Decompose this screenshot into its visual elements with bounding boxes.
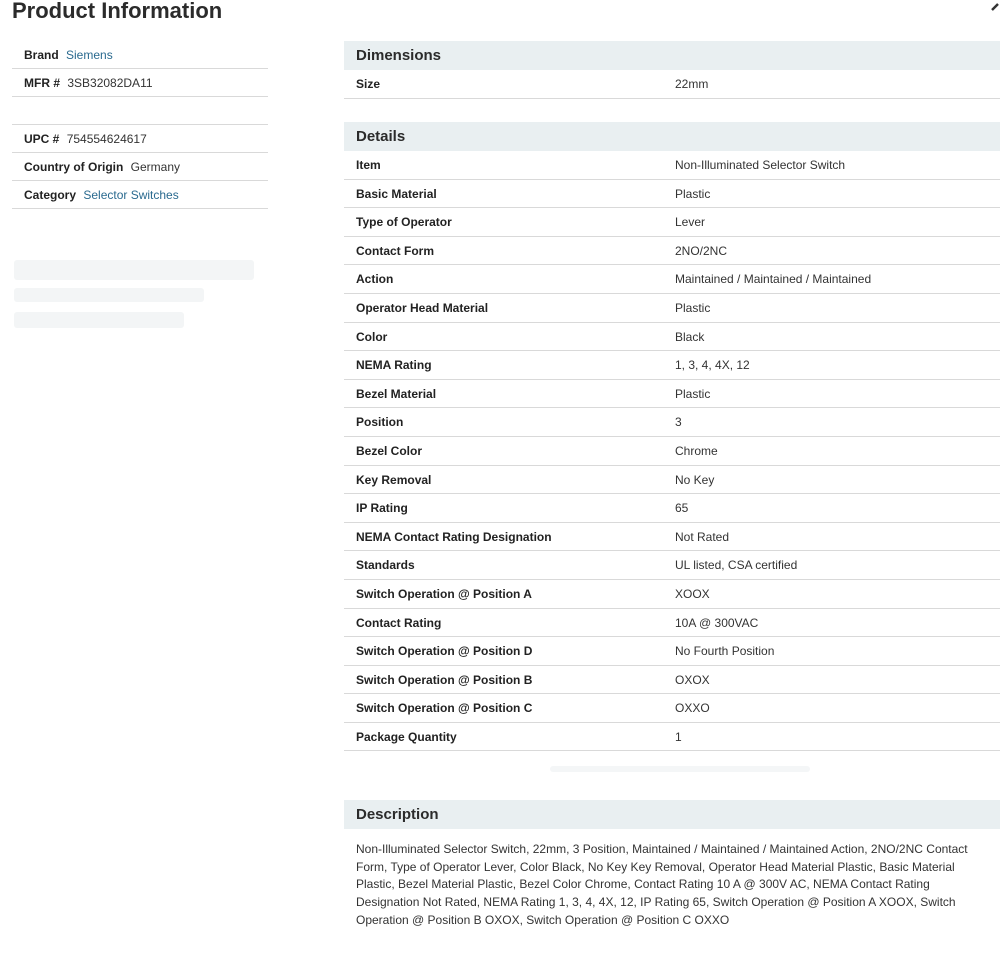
spec-value: Plastic xyxy=(675,186,711,201)
spec-value: 65 xyxy=(675,501,689,516)
spec-value: 10A @ 300VAC xyxy=(675,615,759,630)
spec-value: OXXO xyxy=(675,701,710,716)
spec-row xyxy=(344,466,1000,495)
spec-value: OXOX xyxy=(675,672,710,687)
info-value: 754554624617 xyxy=(66,132,147,146)
spec-key: Operator Head Material xyxy=(356,300,489,315)
dimensions-section xyxy=(344,41,1000,99)
spec-row xyxy=(344,208,1000,237)
spec-value: Not Rated xyxy=(675,529,730,544)
description-heading: Description xyxy=(344,800,1000,829)
info-label: Country of Origin xyxy=(24,160,124,174)
spec-key: IP Rating xyxy=(356,501,408,516)
spec-row xyxy=(344,237,1000,266)
spec-row xyxy=(344,180,1000,209)
spec-row xyxy=(344,151,1000,180)
brand-link[interactable]: Siemens xyxy=(66,48,113,62)
info-row-brand xyxy=(12,41,268,69)
spec-value: 3 xyxy=(675,415,682,430)
product-info-list xyxy=(12,41,268,209)
spec-key: Key Removal xyxy=(356,472,432,487)
spec-key: Switch Operation @ Position B xyxy=(356,672,533,687)
blurred-content xyxy=(0,240,260,350)
spec-key: Item xyxy=(356,158,381,172)
spec-value: 22mm xyxy=(675,77,709,91)
spec-value: UL listed, CSA certified xyxy=(675,558,798,573)
category-link[interactable]: Selector Switches xyxy=(83,188,179,202)
collapse-icon[interactable] xyxy=(990,2,1000,12)
spec-row xyxy=(344,437,1000,466)
spec-value: No Fourth Position xyxy=(675,644,775,659)
spec-row xyxy=(344,609,1000,638)
spec-key: Package Quantity xyxy=(356,729,457,744)
spec-value: Black xyxy=(675,329,705,344)
spec-row xyxy=(344,265,1000,294)
description-section xyxy=(344,800,1000,930)
spec-row xyxy=(344,323,1000,352)
spec-key: Standards xyxy=(356,558,415,573)
spec-row xyxy=(344,523,1000,552)
spec-key: Switch Operation @ Position C xyxy=(356,701,533,716)
spec-value: 1 xyxy=(675,729,682,744)
spec-row xyxy=(344,694,1000,723)
spec-key: Bezel Color xyxy=(356,443,423,458)
spec-value: Chrome xyxy=(675,443,718,458)
info-row-empty xyxy=(12,97,268,125)
info-row-country xyxy=(12,153,268,181)
info-value: 3SB32082DA11 xyxy=(67,76,153,90)
spec-key: Color xyxy=(356,329,388,344)
description-text: Non-Illuminated Selector Switch, 22mm, 3 Position, Maintained / Maintained / Maintained Action, 2NO/2NC Contact Form, Type of Operator Lever, Color Black, No Key Key Removal, Operator Head Material Plastic, Basic Material Plastic, Bezel Material Plastic, Bezel Color Chrome, Contact Rating 10 A @ 300V AC, NEMA Contact Rating Designation Not Rated, NEMA Rating 1, 3, 4, 4X, 12, IP Rating 65, Switch Operation @ Position A XOOX, Switch Operation @ Position B OXOX, Switch Operation @ Position C OXXO xyxy=(356,842,968,927)
spec-row xyxy=(344,408,1000,437)
spec-key: Action xyxy=(356,272,394,287)
info-value: Germany xyxy=(130,160,181,174)
info-label: Brand xyxy=(24,48,59,62)
info-label: UPC # xyxy=(24,132,60,146)
spec-key: Position xyxy=(356,415,404,430)
spec-value: Lever xyxy=(675,215,706,230)
info-row-mfr xyxy=(12,69,268,97)
spec-key: Switch Operation @ Position D xyxy=(356,644,533,659)
spec-value: Plastic xyxy=(675,300,711,315)
spec-key: Size xyxy=(356,77,381,91)
spec-key: NEMA Contact Rating Designation xyxy=(356,529,552,544)
details-section xyxy=(344,122,1000,751)
info-row-upc xyxy=(12,125,268,153)
spec-value: Non-Illuminated Selector Switch xyxy=(675,158,846,172)
page-title: Product Information xyxy=(12,0,223,23)
spec-row xyxy=(344,723,1000,752)
spec-key: Type of Operator xyxy=(356,215,452,230)
spec-key: Bezel Material xyxy=(356,386,437,401)
spec-key: Switch Operation @ Position A xyxy=(356,586,532,601)
spec-key: Basic Material xyxy=(356,186,437,201)
spec-row-size xyxy=(344,70,1000,99)
blurred-divider xyxy=(550,766,810,772)
details-heading: Details xyxy=(344,122,1000,151)
spec-value: No Key xyxy=(675,472,715,487)
spec-key: Contact Form xyxy=(356,243,434,258)
spec-key: NEMA Rating xyxy=(356,358,432,373)
spec-row xyxy=(344,351,1000,380)
info-label: MFR # xyxy=(24,76,60,90)
info-row-category xyxy=(12,181,268,209)
spec-row xyxy=(344,580,1000,609)
spec-row xyxy=(344,666,1000,695)
spec-value: XOOX xyxy=(675,586,710,601)
spec-row xyxy=(344,380,1000,409)
spec-row xyxy=(344,494,1000,523)
spec-row xyxy=(344,294,1000,323)
spec-row xyxy=(344,551,1000,580)
spec-row xyxy=(344,637,1000,666)
spec-key: Contact Rating xyxy=(356,615,442,630)
spec-value: 1, 3, 4, 4X, 12 xyxy=(675,358,750,373)
info-label: Category xyxy=(24,188,77,202)
spec-value: Maintained / Maintained / Maintained xyxy=(675,272,872,287)
spec-value: Plastic xyxy=(675,386,711,401)
dimensions-heading: Dimensions xyxy=(344,41,1000,70)
spec-value: 2NO/2NC xyxy=(675,243,728,258)
